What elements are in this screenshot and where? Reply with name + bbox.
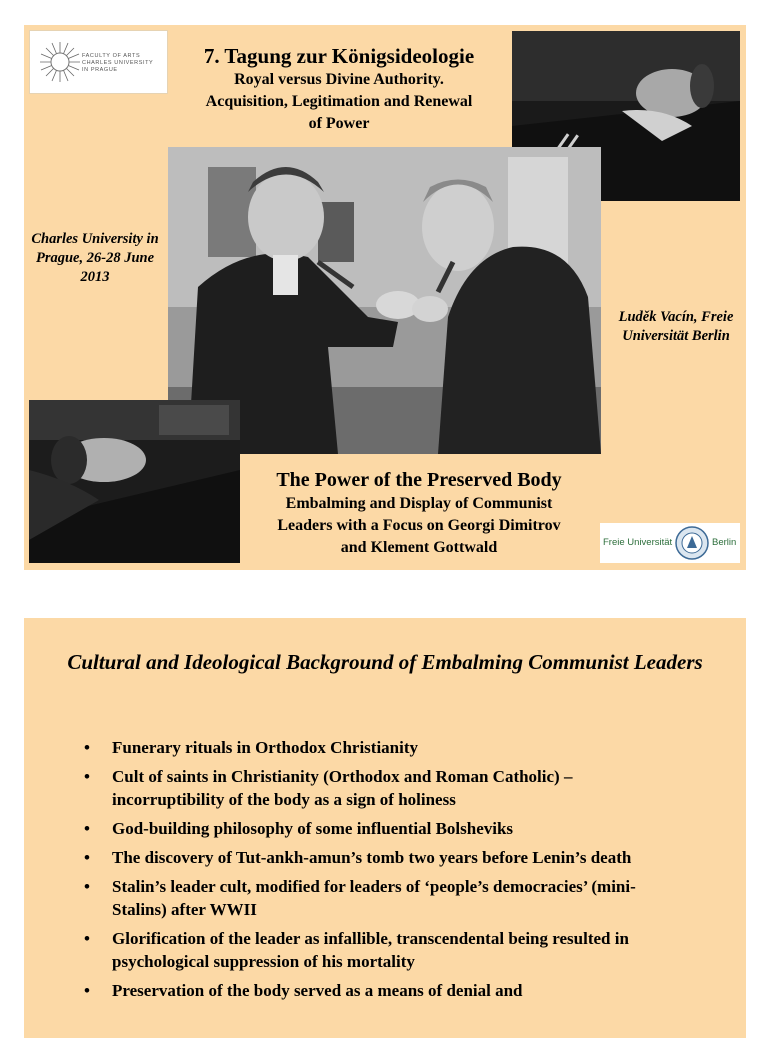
list-item [84, 736, 684, 759]
list-item [84, 875, 684, 921]
fu-logo-left-text: Freie Universität [603, 537, 673, 548]
bullet-icon: • [84, 981, 90, 1000]
photo-illustration [29, 400, 240, 563]
talk-title: The Power of the Preserved Body [276, 469, 562, 491]
freie-universitat-logo [600, 523, 740, 563]
conference-title-block [174, 43, 504, 135]
list-item-text: Cult of saints in Christianity (Orthodox and Roman Catholic) – incorruptibility of the body as a sign of holiness [112, 767, 573, 809]
bullet-icon: • [84, 877, 90, 896]
list-item-text: Funerary rituals in Orthodox Christianity [112, 738, 419, 757]
conference-title: 7. Tagung zur Königsideologie [203, 44, 475, 68]
title-slide [24, 25, 746, 570]
talk-subtitle-line: and Klement Gottwald [340, 539, 498, 556]
list-item-text: Preservation of the body served as a means of denial and [112, 981, 523, 1000]
bullet-icon: • [84, 767, 90, 786]
list-item-text: The discovery of Tut-ankh-amun’s tomb two years before Lenin’s death [112, 848, 632, 867]
talk-subtitle-line: Embalming and Display of Communist [285, 495, 553, 512]
sun-emblem-icon [38, 40, 82, 84]
list-item-text: Stalin’s leader cult, modified for leaders of ‘people’s democracies’ (mini-Stalins) after WWII [112, 877, 636, 919]
embalmed-body-photo [29, 400, 240, 563]
list-item [84, 979, 684, 1002]
fu-seal-icon [675, 526, 709, 560]
author-text: Luděk Vacín, Freie Universität Berlin [618, 309, 734, 344]
venue-text: Charles University in Prague, 26-28 June 2013 [31, 231, 159, 285]
bullet-icon: • [84, 848, 90, 867]
list-item-text: God-building philosophy of some influential Bolsheviks [112, 819, 514, 838]
background-slide [24, 618, 746, 1038]
list-item [84, 927, 684, 973]
logo-text: FACULTY OF ARTS CHARLES UNIVERSITY IN PRAGUE [82, 53, 154, 73]
list-item-text: Glorification of the leader as infallible, transcendental being resulted in psychological suppression of his mortality [112, 929, 629, 971]
fu-logo-right-text: Berlin [712, 537, 737, 548]
talk-subtitle-line: Leaders with a Focus on Georgi Dimitrov [277, 517, 561, 534]
conference-subtitle-line: Acquisition, Legitimation and Renewal [205, 93, 473, 110]
list-item [84, 817, 684, 840]
bullet-icon: • [84, 929, 90, 948]
conference-subtitle-line: of Power [308, 115, 370, 132]
talk-title-block [249, 467, 589, 559]
bullet-list [84, 736, 684, 1008]
faculty-of-arts-logo [30, 31, 167, 93]
bullet-icon: • [84, 738, 90, 757]
bullet-icon: • [84, 819, 90, 838]
conference-subtitle-line: Royal versus Divine Authority. [234, 71, 444, 88]
list-item [84, 765, 684, 811]
list-item [84, 846, 684, 869]
slide-title: Cultural and Ideological Background of Embalming Communist Leaders [67, 650, 703, 674]
